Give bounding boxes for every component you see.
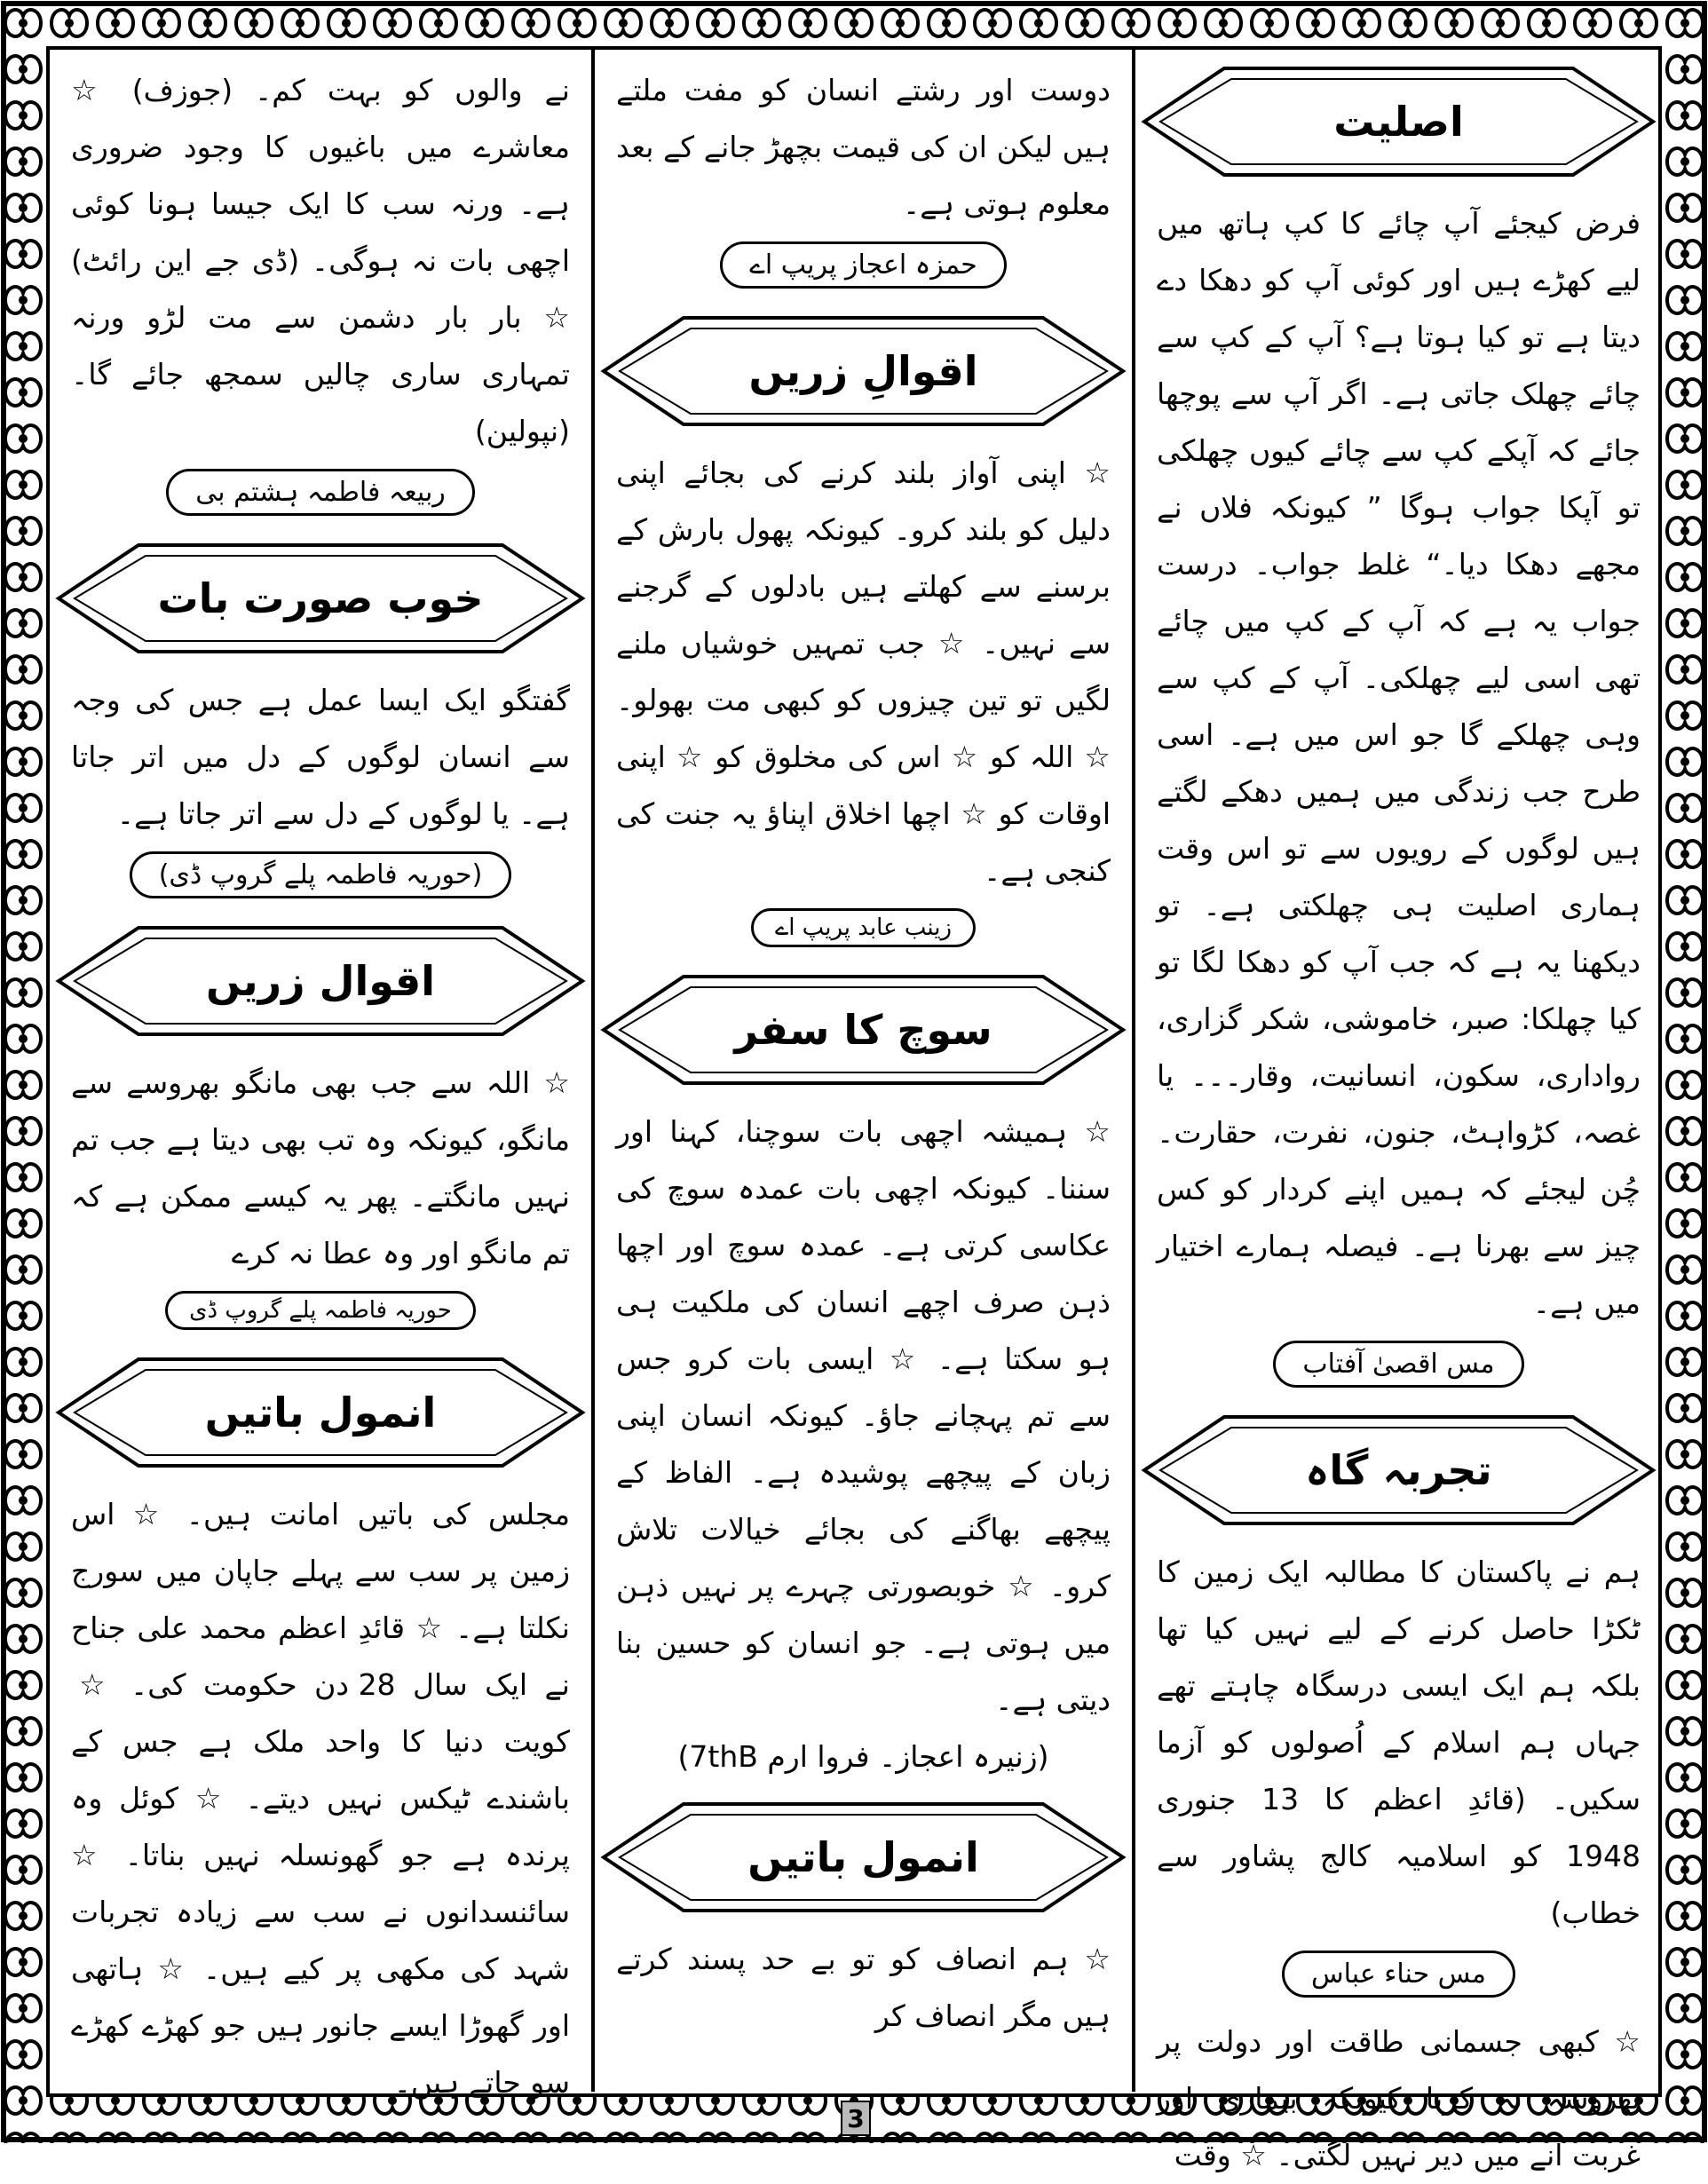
- middle-column: [591, 50, 1135, 2092]
- article-text: گفتگو ایک ایسا عمل ہے جس کی وجہ سے انسان لوگوں کے دل میں اتر جاتا ہے۔ یا لوگوں کے دل سے اتر جاتا ہے۔: [71, 683, 570, 831]
- article-text: ہم نے پاکستان کا مطالبہ ایک زمین کا ٹکڑا حاصل کرنے کے لیے نہیں کیا تھا بلکہ ہم ایک ایسی درسگاہ چاہتے تھے جہاں ہم اسلام کے اُصولوں کو آزما سکیں۔ (قائدِ اعظم کا 13 جنوری 1948 کو اسلامیہ کالج پشاور سے خطاب): [1157, 1555, 1641, 1930]
- section-title: اقوالِ زریں: [748, 347, 978, 395]
- section-title: خوب صورت بات: [157, 574, 484, 622]
- author-badge: ربیعہ فاطمہ ہشتم بی: [166, 469, 475, 516]
- section-banner: [595, 963, 1132, 1096]
- author-badge: حمزہ اعجاز پریپ اے: [720, 241, 1006, 289]
- article-text: ☆ ہمیشہ اچھی بات سوچنا، کہنا اور سننا۔ کیونکہ اچھی بات عمدہ سوچ کی عکاسی کرتی ہے۔ عمدہ سوچ اور اچھا ذہن صرف اچھے انسان کی ملکیت ہی ہو سکتا ہے۔ ☆ ایسی بات کرو جس سے تم پہچانے جاؤ۔ کیونکہ انسان اپنی زبان کے پیچھے پوشیدہ ہے۔ الفاظ کے پیچھے بھاگنے کی بجائے خیالات تلاش کرو۔ ☆ خوبصورتی چہرے پر نہیں ذہن میں ہوتی ہے۔ جو انسان کو حسین بنا دیتی ہے۔: [616, 1114, 1111, 1717]
- article-text: مجلس کی باتیں امانت ہیں۔ ☆ اس زمین پر سب سے پہلے جاپان میں سورج نکلتا ہے۔ ☆ قائدِ اعظم محمد علی جناح نے ایک سال 28 دن حکومت کی۔ ☆ کویت دنیا کا واحد ملک ہے جس کے باشندے ٹیکس نہیں دیتے۔ ☆ کوئل وہ پرندہ ہے جو گھونسلہ نہیں بناتا۔ ☆ سائنسدانوں نے سب سے زیادہ تجربات شہد کی مکھی پر کیے ہیں۔ ☆ ہاتھی اور گھوڑا ایسے جانور ہیں جو کھڑے کھڑے سو جاتے ہیں۔: [71, 1497, 570, 2100]
- article-text: دوست اور رشتے انسان کو مفت ملتے ہیں لیکن ان کی قیمت بچھڑ جانے کے بعد معلوم ہوتی ہے۔: [616, 73, 1111, 221]
- author-badge: مس اقصیٰ آفتاب: [1273, 1341, 1523, 1388]
- section-title: تجربہ گاہ: [1305, 1446, 1492, 1494]
- article-text: ☆ اللہ سے جب بھی مانگو بھروسے سے مانگو، کیونکہ وہ تب بھی دیتا ہے جب تم نہیں مانگتے۔ پھر یہ کیسے ممکن ہے کہ تم مانگو اور وہ عطا نہ کرے: [71, 1065, 570, 1270]
- section-title: سوچ کا سفر: [734, 1006, 992, 1054]
- section-banner: [50, 1346, 591, 1479]
- article-text: ☆ کبھی جسمانی طاقت اور دولت پر بھروسہ نہ کرنا کیونکہ بیماری اور غربت آنے میں دیر نہیں لگتی۔ ☆ وقت: [1157, 2024, 1641, 2172]
- section-banner: [50, 532, 591, 665]
- right-column: [1135, 50, 1662, 2172]
- section-banner: [1135, 55, 1662, 188]
- author-credit: (زنیرہ اعجاز۔ فروا ارم 7thB): [677, 1739, 1049, 1774]
- section-banner: [50, 914, 591, 1048]
- section-banner: [595, 305, 1132, 438]
- author-badge: زینب عابد پریپ اے: [751, 908, 976, 947]
- article-text: ☆ ہم انصاف کو تو بے حد پسند کرتے ہیں مگر انصاف کر: [616, 1942, 1111, 2033]
- author-badge: حوریہ فاطمہ پلے گروپ ڈی: [165, 1291, 476, 1330]
- article-text: نے والوں کو بہت کم۔ (جوزف) ☆ معاشرے میں باغیوں کا وجود ضروری ہے۔ ورنہ سب کا ایک جیسا ہونا کوئی اچھی بات نہ ہوگی۔ (ڈی جے این رائٹ) ☆ بار بار دشمن سے مت لڑو ورنہ تمہاری ساری چالیں سمجھ جائے گا۔ (نپولین): [71, 73, 570, 448]
- section-banner: [595, 1791, 1132, 1924]
- left-column: [50, 50, 591, 2100]
- author-badge: مس حناء عباس: [1282, 1951, 1515, 1998]
- section-title: انمول باتیں: [747, 1833, 979, 1881]
- article-text: ☆ اپنی آواز بلند کرنے کی بجائے اپنی دلیل کو بلند کرو۔ کیونکہ پھول بارش کے برسنے سے کھلتے ہیں بادلوں کے گرجنے سے نہیں۔ ☆ جب تمہیں خوشیاں ملنے لگیں تو تین چیزوں کو کبھی مت بھولو۔ ☆ اللہ کو ☆ اس کی مخلوق کو ☆ اپنی اوقات کو ☆ اچھا اخلاق اپناؤ یہ جنت کی کنجی ہے۔: [616, 455, 1111, 888]
- article-text: فرض کیجئے آپ چائے کا کپ ہاتھ میں لیے کھڑے ہیں اور کوئی آپ کو دھکا دے دیتا ہے تو کیا ہوتا ہے؟ آپ کے کپ سے چائے چھلک جاتی ہے۔ اگر آپ سے پوچھا جائے کہ آپکے کپ سے چائے کیوں چھلکی تو آپکا جواب ہوگا ” کیونکہ فلاں نے مجھے دھکا دیا۔“ غلط جواب۔ درست جواب یہ ہے کہ آپ کے کپ میں چائے تھی اسی لیے چھلکی۔ آپ کے کپ سے وہی چھلکے گا جو اس میں ہے۔ اسی طرح جب زندگی میں ہمیں دھکے لگتے ہیں لوگوں کے رویوں سے تو اس وقت ہماری اصلیت ہی چھلکتی ہے۔ تو دیکھنا یہ ہے کہ جب آپ کو دھکا لگا تو کیا چھلکا: صبر، خاموشی، شکر گزاری، رواداری، سکون، انسانیت، وقار۔۔۔ یا غصہ، کڑواہٹ، جنون، نفرت، حقارت۔ چُن لیجئے کہ ہمیں اپنے کردار کو کس چیز سے بھرنا ہے۔ فیصلہ ہمارے اختیار میں ہے۔: [1157, 206, 1641, 1320]
- page-number: 3: [841, 2101, 871, 2136]
- section-title: اصلیت: [1333, 98, 1464, 146]
- author-badge: (حوریہ فاطمہ پلے گروپ ڈی): [130, 851, 512, 898]
- section-title: اقوال زریں: [205, 957, 436, 1005]
- section-title: انمول باتیں: [204, 1389, 437, 1436]
- section-banner: [1135, 1404, 1662, 1537]
